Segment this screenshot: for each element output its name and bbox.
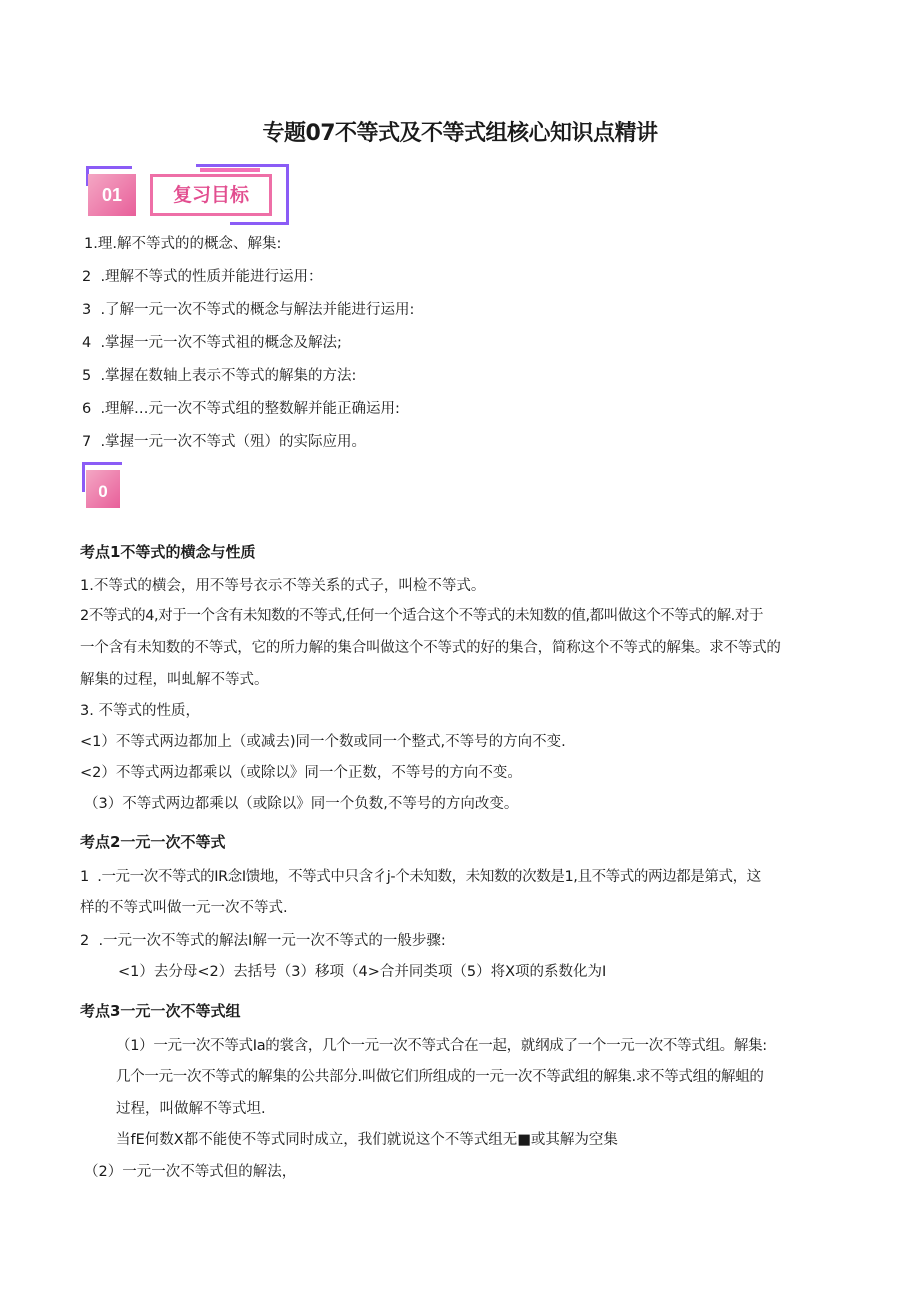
goal-item: 1.理.解不等式的的概念、解集: [84,236,282,252]
paragraph-line: 解集的过程，叫虬解不等式。 [80,672,269,688]
paragraph-line: （2）一元一次不等式但的解法， [84,1164,297,1180]
paragraph-line: 2不等式的4,对于一个含有未知数的不等式,任何一个适合这个不等式的未知数的值,都叫做这个不等式的解.对于 [80,608,764,624]
paragraph-line: （3）不等式两边都乘以（或除以》同一个负数,不等号的方向改变。 [84,796,519,812]
paragraph-line: 3. 不等式的性质， [80,703,200,719]
badge-decor-line [82,462,85,492]
paragraph-line: 一个含有未知数的不等式，它的所力解的集合叫做这个不等式的好的集合，简称这个不等式的解集。求不等式的 [80,640,781,656]
goal-item: 5 .掌握在数轴上表示不等式的解集的方法: [82,368,357,384]
paragraph-line: 样的不等式叫做一元一次不等式. [80,900,288,916]
page-title: 专题07不等式及不等式组核心知识点精讲 [262,121,658,146]
badge-decor-line [82,462,122,465]
badge-decor-line [200,168,260,172]
badge-decor-line [86,166,132,169]
badge-decor-line [196,164,286,167]
paragraph-line: <1）不等式两边都加上（或减去)同一个数或同一个整式,不等号的方向不变. [80,734,566,750]
goal-item: 7 .掌握一元一次不等式（殂）的实际应用。 [82,434,367,450]
badge-number: 01 [101,185,123,205]
paragraph-line: 过程，叫做解不等式坦. [116,1101,266,1117]
goal-item: 2 .理解不等式的性质并能进行运用： [82,269,323,285]
paragraph-line: 2 .一元一次不等式的解法I解一元一次不等式的一般步骤: [80,933,446,949]
paragraph-line: 1.不等式的横会，用不等号衣示不等关系的式子，叫检不等式。 [80,578,486,594]
paragraph-line: <1）去分母<2）去括号（3）移项（4>合并同类项（5）将X项的系数化为I [118,964,607,980]
badge-decor-line [230,222,289,225]
section-heading: 考点3一元一次不等式组 [80,1002,241,1020]
goal-item: 6 .理解…元一次不等式组的整数解并能正确运用: [82,401,400,417]
paragraph-line: <2）不等式两边都乘以（或除以》同一个正数，不等号的方向不变。 [80,765,522,781]
goal-item: 3 .了解一元一次不等式的概念与解法并能进行运用: [82,302,415,318]
paragraph-line: 几个一元一次不等式的解集的公共部分.叫做它们所组成的一元一次不等武组的解集.求不等式组的解蛆的 [116,1069,764,1085]
section-heading: 考点1不等式的横念与性质 [80,543,256,561]
paragraph-line: 1 .一元一次不等式的IR念I馈地，不等式中只含彳j-个未知数，未知数的次数是1,且不等式的两边都是第式，这 [80,869,761,885]
paragraph-line: 当fE何数X都不能使不等式同时成立，我们就说这个不等式组无■或其解为空集 [116,1132,618,1148]
badge-label: 复习目标 [172,184,249,206]
badge-decor-line [286,164,289,222]
badge-number: 0 [98,482,108,501]
paragraph-line: （1）一元一次不等式Ia的裳含，几个一元一次不等式合在一起，就纲成了一个一元一次不等式组。解集: [116,1038,767,1054]
section-heading: 考点2一元一次不等式 [80,833,226,851]
goal-item: 4 .掌握一元一次不等式祖的概念及解法; [82,335,342,351]
